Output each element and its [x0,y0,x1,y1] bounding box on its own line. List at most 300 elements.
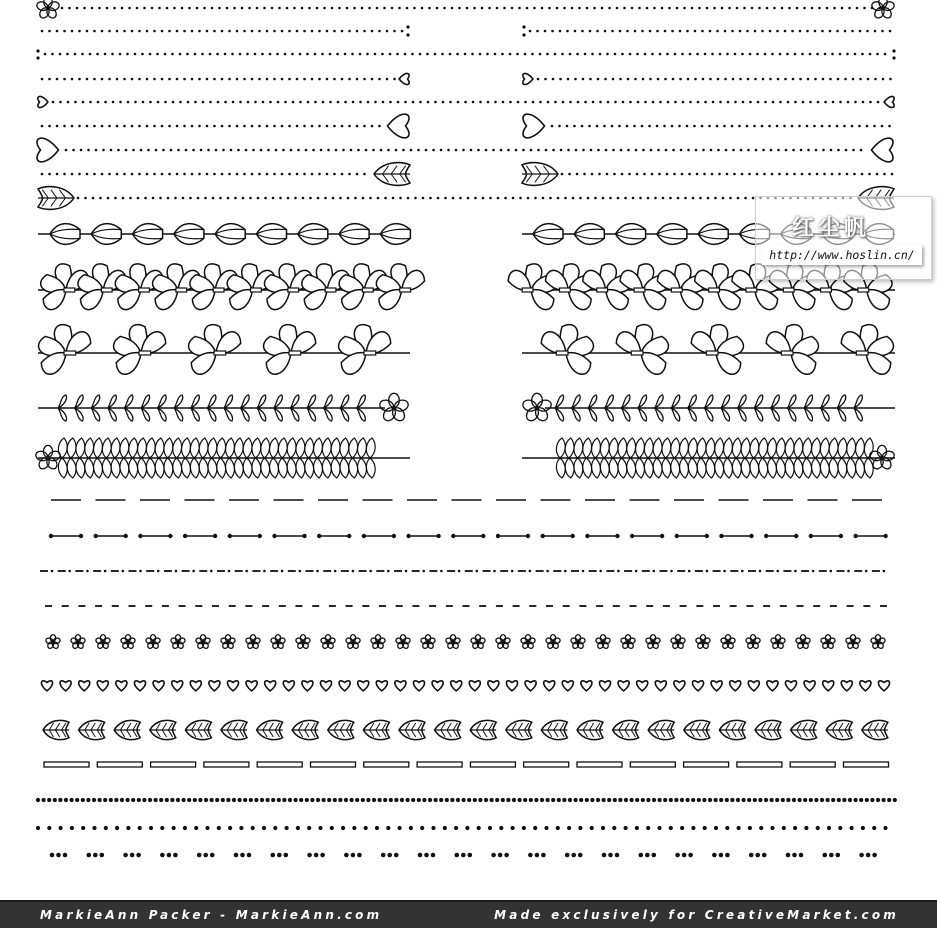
leaf-vein [874,730,878,737]
dot [198,30,201,33]
petal [770,637,778,644]
dot [344,798,348,802]
dot [806,125,809,128]
dot [213,125,216,128]
leaf-vein [512,723,516,730]
dot [59,826,63,830]
dot [389,101,392,104]
garland-leaf [644,458,653,478]
outlined-bar [630,762,675,767]
heart-icon [190,681,201,691]
garland-leaf [715,458,724,478]
dot [44,53,47,56]
frond-leaf [324,395,333,408]
dot [734,53,737,56]
dot [818,7,821,10]
frond-leaf [324,408,333,421]
bud-icon [91,224,121,245]
dot [258,125,261,128]
dot [322,798,326,802]
frond-leaf [241,395,250,408]
dot [786,853,791,858]
dot [67,101,70,104]
garland-leaf [120,458,129,478]
dot [302,534,306,538]
dot [659,53,662,56]
dot [341,30,344,33]
dot [284,101,287,104]
garland-leaf [120,438,129,458]
leaf-vein [400,166,406,174]
garland-leaf [768,438,777,458]
dot [504,197,507,200]
dot [123,125,126,128]
leaf-icon [221,720,247,739]
dot [564,197,567,200]
dot [566,125,569,128]
garland-leaf [146,438,155,458]
flower-center [527,641,529,643]
petal [395,637,403,644]
dot [366,53,369,56]
leaf-vein [42,190,48,198]
dot [612,78,615,81]
dot [377,197,380,200]
dot [303,78,306,81]
frond-leaf [655,408,664,421]
petal [745,637,753,644]
dot [422,197,425,200]
dot [615,534,619,538]
dot [836,30,839,33]
dot [350,149,353,152]
dot [368,7,371,10]
petal [245,637,253,644]
dot [578,826,582,830]
dot [771,173,774,176]
dot [869,101,872,104]
dot [97,101,100,104]
dot [848,798,852,802]
dot [271,798,275,802]
dot [813,125,816,128]
dot [746,30,749,33]
dot [481,534,485,538]
bud-outline [698,224,728,245]
dot [317,197,320,200]
dot [847,570,850,573]
leaf-icon [79,720,105,739]
dot [652,853,657,858]
frond-leaf [124,408,133,421]
dot [733,173,736,176]
dot [702,78,705,81]
dot [603,125,606,128]
dot [527,197,530,200]
dot [664,30,667,33]
leaf-vein [400,174,406,182]
dot [77,197,80,200]
dot [881,125,884,128]
dot [596,125,599,128]
dot [604,30,607,33]
dot [168,534,172,538]
footer-bar [0,900,937,928]
garland-leaf [349,438,358,458]
dot [736,798,740,802]
dot [656,125,659,128]
dot [258,30,261,33]
dot [664,78,667,81]
dot [303,125,306,128]
dot [108,173,111,176]
heart-icon [523,73,533,84]
dot [296,125,299,128]
garland-leaf [609,438,618,458]
dot [626,30,629,33]
flower-icon [765,322,822,375]
dot [522,33,525,36]
garland-leaf [146,458,155,478]
dot [547,101,550,104]
dot [658,798,662,802]
dot [192,149,195,152]
dot [485,149,488,152]
dot [211,7,214,10]
dot [675,853,680,858]
heart-icon [246,681,257,691]
heart-icon [41,681,52,691]
leaf-vein [696,730,700,737]
dot [277,798,281,802]
stem-base [783,288,794,292]
dot [478,798,482,802]
dot [533,7,536,10]
flower-icon [270,635,286,650]
dot [518,798,522,802]
flower-icon [720,635,736,650]
garland-leaf [102,438,111,458]
dot [330,826,334,830]
dot [651,53,654,56]
dot [554,101,557,104]
leaf-vein [59,190,65,198]
dot [709,30,712,33]
dot [425,149,428,152]
dot [666,173,669,176]
garland-leaf [366,438,375,458]
watermark-url: http://www.hoslin.cn/ [762,245,922,265]
garland-leaf [688,458,697,478]
flower-center [227,641,229,643]
dot [324,197,327,200]
dot [742,101,745,104]
dot [381,53,384,56]
garland-leaf [358,438,367,458]
garland-leaf [199,438,208,458]
petal [420,637,428,644]
dot [691,798,695,802]
dot [847,101,850,104]
dot [299,570,302,573]
dot [151,7,154,10]
dot [292,101,295,104]
heart-icon [134,681,145,691]
dot [753,125,756,128]
dot [749,101,752,104]
dot [51,570,54,573]
flower-center [302,641,304,643]
leaf-vein [732,723,736,730]
dot [146,173,149,176]
dot [157,101,160,104]
dot [434,101,437,104]
dot [758,7,761,10]
dot [296,826,300,830]
dot [205,826,209,830]
dot [544,78,547,81]
garland-leaf [138,438,147,458]
dot [794,101,797,104]
dot [359,101,362,104]
garland-leaf [261,458,270,478]
dot [492,149,495,152]
dot [351,53,354,56]
dot [823,853,828,858]
heart-icon [841,681,852,691]
dot [275,149,278,152]
dot [273,78,276,81]
petal [720,637,728,644]
flower-center [477,641,479,643]
dot [712,101,715,104]
bud-outline [215,224,245,245]
dot [327,149,330,152]
dot [281,125,284,128]
dot [221,78,224,81]
dot [641,30,644,33]
dot [809,534,813,538]
garland-leaf [785,458,794,478]
dot [796,7,799,10]
frond-leaf [804,395,813,408]
flower-icon [770,635,786,650]
garland-leaf [636,438,645,458]
dot [619,30,622,33]
flower-center [102,641,104,643]
dot [577,101,580,104]
dot [883,534,887,538]
dot [866,30,869,33]
frond-leaf [224,408,233,421]
dot [354,197,357,200]
dot [689,101,692,104]
dot [814,30,817,33]
garland-leaf [759,458,768,478]
dot [494,53,497,56]
leaf-vein [476,730,480,737]
flower-center [752,641,754,643]
dot [333,30,336,33]
dot [799,30,802,33]
petal [595,637,603,644]
dot [702,798,706,802]
dot [230,149,233,152]
dot [838,826,842,830]
dot [859,798,863,802]
garland-leaf [208,438,217,458]
dot [116,30,119,33]
garland-leaf [217,438,226,458]
dot [844,30,847,33]
dot [86,30,89,33]
dot [333,173,336,176]
dot [851,30,854,33]
dot [510,826,514,830]
dot [634,78,637,81]
dot [783,125,786,128]
dot [126,798,130,802]
dot [551,125,554,128]
dot [84,197,87,200]
garland-leaf [759,438,768,458]
dot [548,7,551,10]
leaf-vein [696,723,700,730]
garland-leaf [111,458,120,478]
dot [726,173,729,176]
leaf-vein [654,723,658,730]
flower-icon [335,322,392,375]
dot [892,56,895,59]
dot [182,798,186,802]
dot [714,197,717,200]
dot [642,78,645,81]
dot [831,798,835,802]
leaf-vein [554,723,558,730]
dot [228,125,231,128]
frond-leaf [340,395,349,408]
dot [743,7,746,10]
dot [56,173,59,176]
dot [652,798,656,802]
heart-icon [655,681,666,691]
dot [443,826,447,830]
dot [271,7,274,10]
heart-icon [860,681,871,691]
dot [590,149,593,152]
dot [131,78,134,81]
bud-icon [380,224,410,245]
dot [411,798,415,802]
dot [78,173,81,176]
garland-leaf [287,438,296,458]
dot [660,534,664,538]
dot [93,173,96,176]
dot [68,7,71,10]
dot [426,53,429,56]
dot [92,826,96,830]
dot [684,197,687,200]
dot [645,853,650,858]
dot [756,53,759,56]
dot [641,125,644,128]
dot [568,173,571,176]
leaf-vein [661,730,665,737]
garland-leaf [305,438,314,458]
dot [732,78,735,81]
dot [593,7,596,10]
dot [614,53,617,56]
dot [838,173,841,176]
dot [671,30,674,33]
frond-leaf [854,408,863,421]
dot [605,149,608,152]
dot [183,826,187,830]
leaf-icon [862,720,888,739]
bud-outline [91,224,121,245]
dot [545,149,548,152]
dot [78,30,81,33]
leaf-vein [49,723,53,730]
flower-center [702,641,704,643]
garland-leaf [173,458,182,478]
dot [332,197,335,200]
dot [245,570,248,573]
dot [371,78,374,81]
dot [836,125,839,128]
dot [731,30,734,33]
dot [770,798,774,802]
dot [95,149,98,152]
dot [285,826,289,830]
dot [535,853,540,858]
dot [762,853,767,858]
dot [584,101,587,104]
bud-icon [616,224,646,245]
dot [138,78,141,81]
dot [271,853,276,858]
petal [345,637,353,644]
dot [80,149,83,152]
garland-leaf [697,438,706,458]
leaf-vein [543,174,549,182]
dot [130,853,135,858]
stem-base [101,288,112,292]
dot [683,7,686,10]
dot [732,149,735,152]
leaf-vein [874,723,878,730]
garland-leaf [785,438,794,458]
leaf-vein [476,723,480,730]
leaf-vein [441,730,445,737]
dot [841,7,844,10]
dot [258,78,261,81]
outlined-bar [737,762,782,767]
dot [269,101,272,104]
dot [719,853,724,858]
dot [529,30,532,33]
dot [786,798,790,802]
dot [449,101,452,104]
garland-leaf [340,438,349,458]
dot [798,125,801,128]
leaf-vein [383,166,389,174]
flower-icon [195,635,211,650]
dot [476,570,479,573]
flower-icon [545,635,561,650]
dot [206,78,209,81]
garland-leaf [864,458,873,478]
